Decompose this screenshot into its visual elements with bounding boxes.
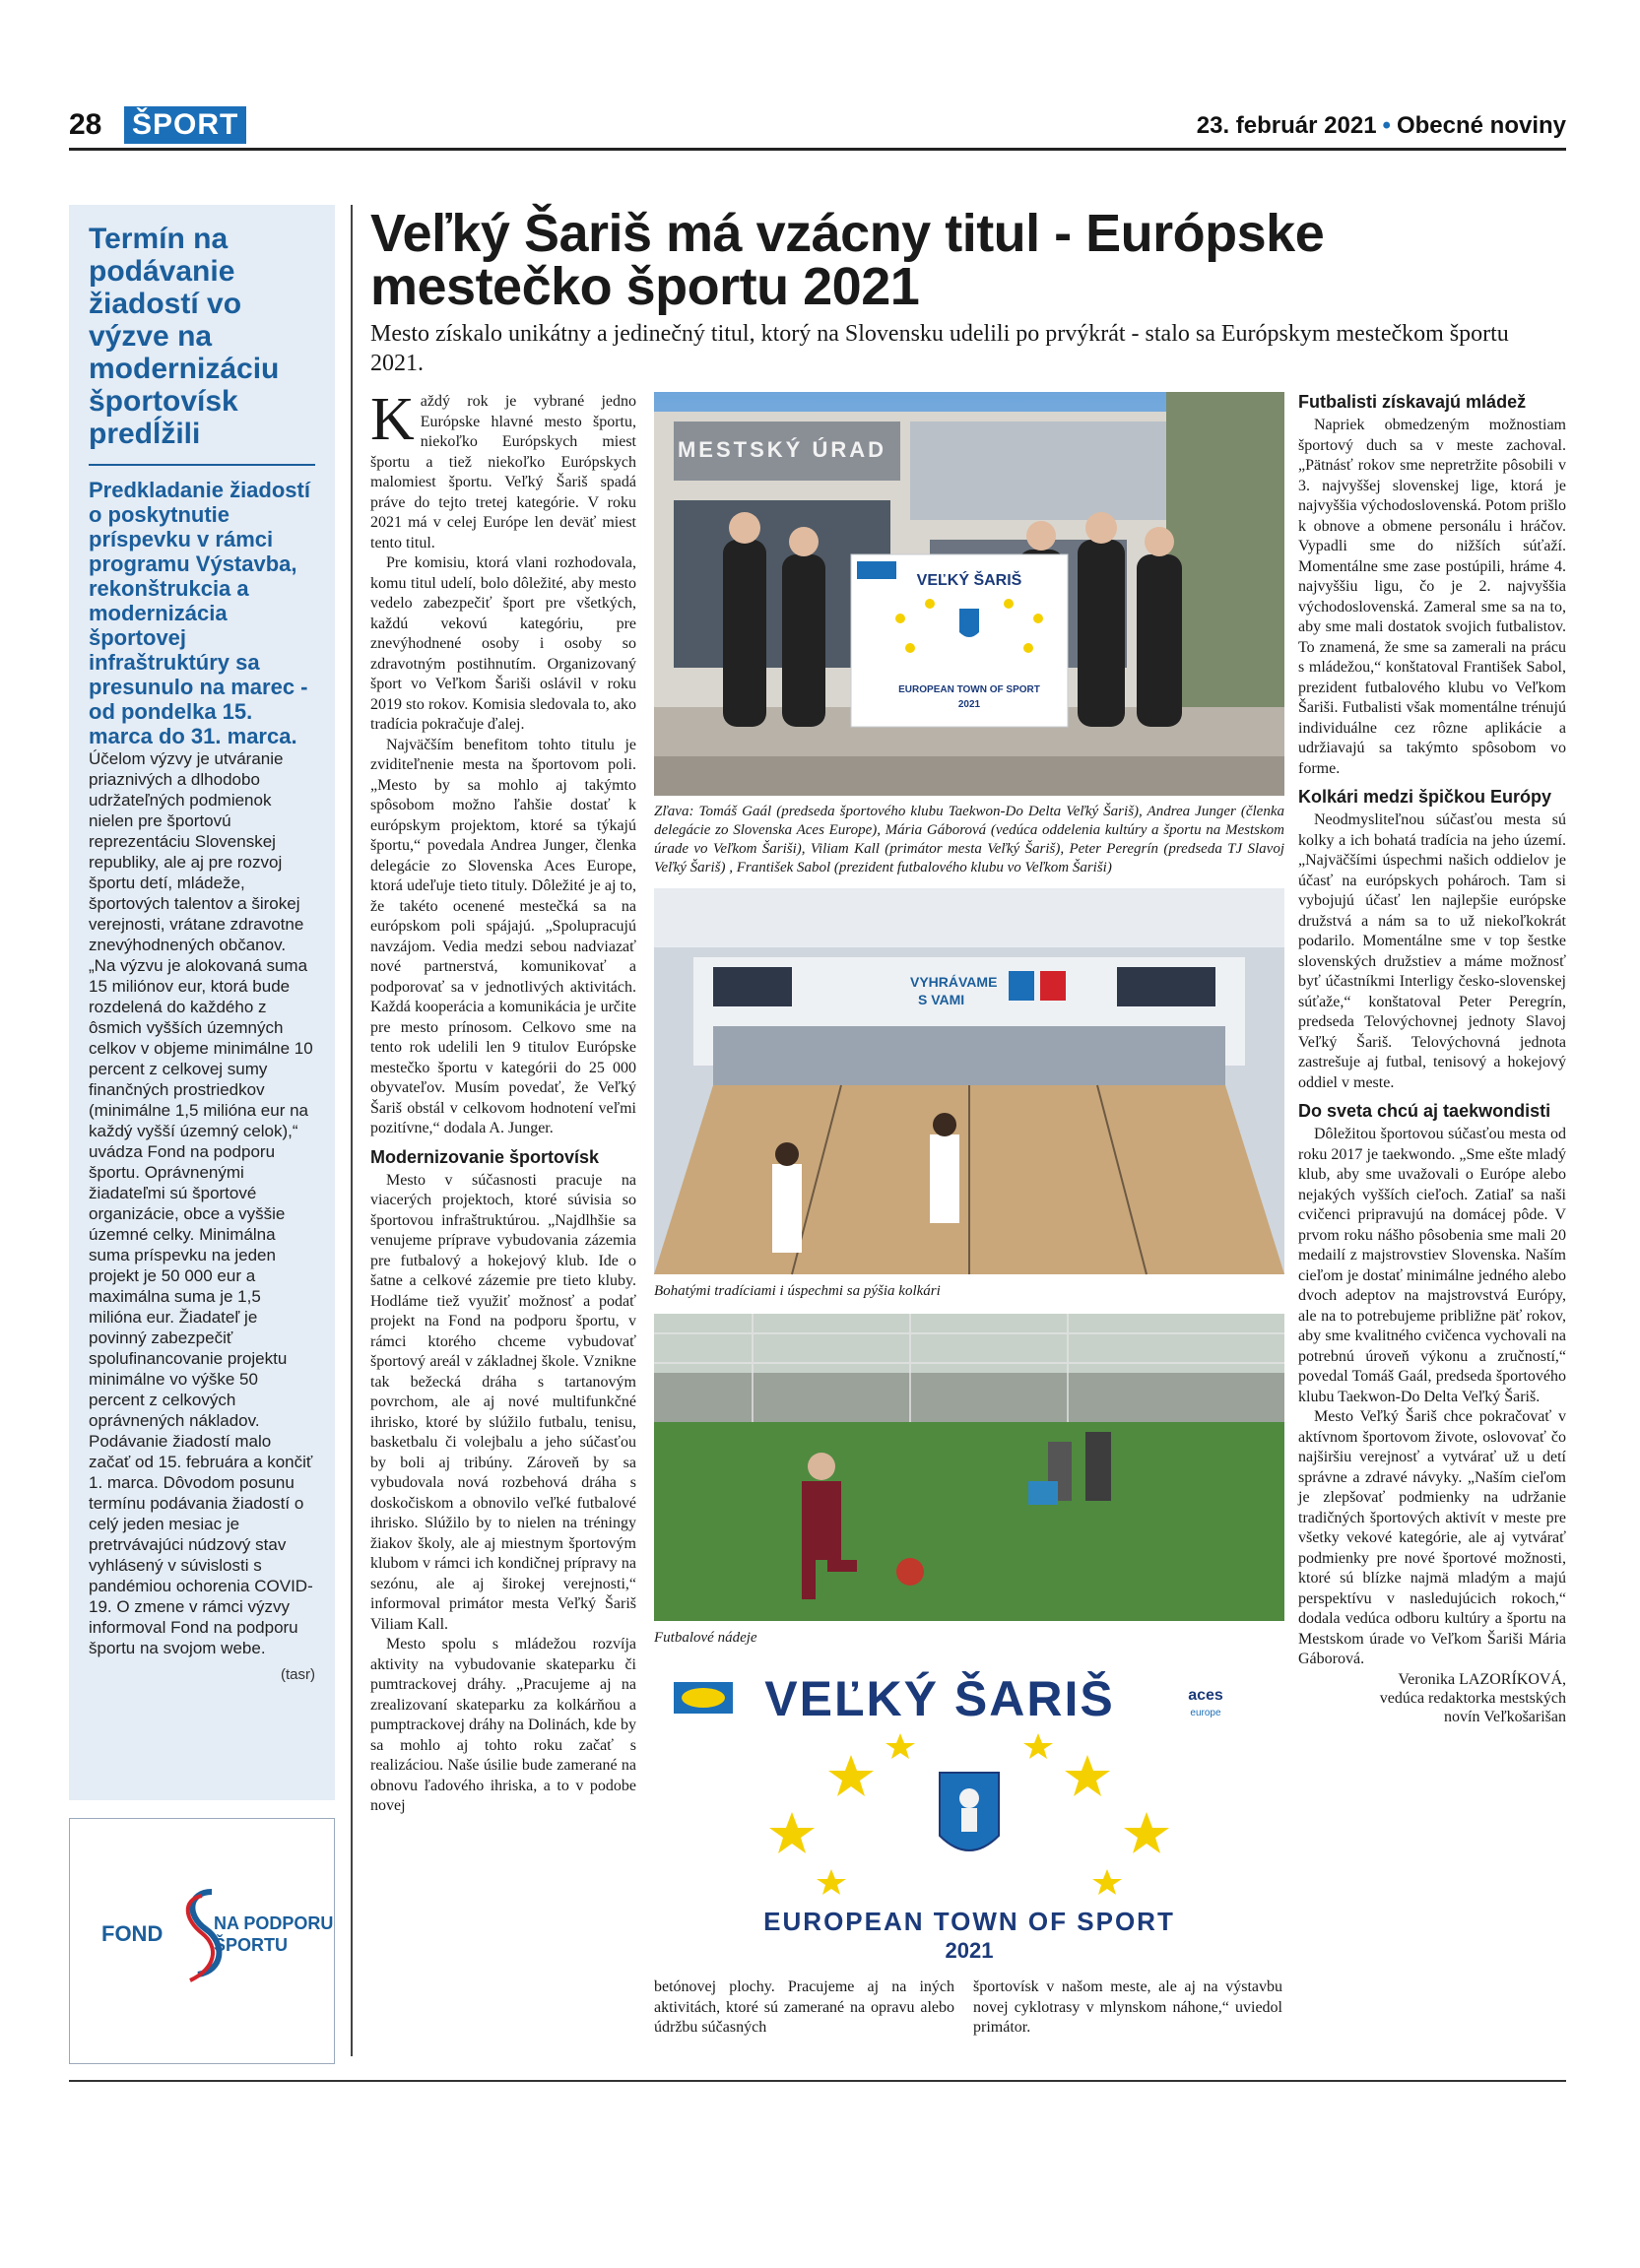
fund-logo-word3: ŠPORTU	[214, 1935, 289, 1955]
photo-town-hall-group	[654, 392, 1284, 796]
page-number: 28	[69, 108, 102, 141]
footer-rule	[69, 2080, 1566, 2082]
subheading-futbalisti: Futbalisti získavajú mládež	[1298, 392, 1527, 412]
header-rule	[69, 148, 1566, 151]
publication-name: Obecné noviny	[1396, 112, 1566, 139]
drop-cap: K	[370, 386, 415, 453]
article-column-1	[370, 386, 636, 2066]
article-paragraph: Najväčším benefitom tohto titulu je zviditeľnenie mesta na športovom poli. „Mesto by sa mohlo aj takýmto spôsobom možno ľahšie dostať k európskym projektom, ktoré sa týkajú športu,“ povedala Andrea Junger, členka delegácie zo Slovenska Aces Europe, ktorá udeľuje tieto tituly. Dôležité je aj to, že takéto ocenené mestečká sa na európskom poli spájajú. „Spolupracujú navzájom. Vedia medzi sebou nadviazať nové partnerstvá, komunikovať a podporovať sa v jednotlivých aktivitách. Každá kooperácia a komunikácia je určite pre mesto prínosom. Celkovo sme na tento rok udelili len 9 titulov Európske mestečko športu v kategórii do 25 000 obyvateľov. Musím povedať, že Veľký Šariš obstál v celkovom hodnotení veľmi pozitívne,“ dodala A. Junger.	[370, 736, 636, 1136]
article-paragraph: Neodmysliteľnou súčasťou mesta sú kolky a ich bohatá tradícia na jeho území. „Najväčšími úspechmi našich oddielov je účasť na európskych pohároch. Tam si vybojujú účasť len najlepšie európske družstvá a nám sa to už niekoľkokrát podarilo. Momentálne sme v top šestke slovenských družstiev a máme možnosť byť účastníkmi Interligy česko-slovenskej súťaže,“ konštatoval Peter Peregrín, predseda Telovýchovnej jednoty Slavoj Veľký Šariš. Telovýchovná jednota zastrešuje aj futbal, tenisový a hokejový oddiel v meste.	[1298, 811, 1566, 1091]
fund-logo-word2: NA PODPORU	[214, 1913, 334, 1933]
banner-title: VEĽKÝ ŠARIŠ	[916, 572, 1022, 589]
logo-title: VEĽKÝ ŠARIŠ	[764, 1671, 1115, 1726]
subheading-kolkari: Kolkári medzi špičkou Európy	[1298, 787, 1552, 807]
article-paragraph: Pre komisiu, ktorá vlani rozhodovala, komu titul udelí, bolo dôležité, aby mesto vedelo zabezpečiť šport pre všetkých, každú vekovú kategóriu, pre znevýhodnené osoby i osoby so zdravotným postihnutím. Organizovaný šport vo Veľkom Šariši oslávil v roku 2019 sto rokov. Komisia sledovala to, ako tradícia pokračuje ďalej.	[370, 554, 636, 733]
author-role: vedúca redaktorka mestských	[1379, 1689, 1566, 1707]
sidebar-divider	[89, 464, 315, 466]
article-column-2-continuation	[654, 1977, 954, 2072]
european-town-of-sport-logo	[654, 1664, 1284, 1970]
author-name: Veronika LAZORÍKOVÁ,	[1398, 1670, 1566, 1688]
article-paragraph: betónovej plochy. Pracujeme aj na iných aktivitách, ktoré sú zamerané na opravu alebo údržbu súčasných	[654, 1978, 954, 2036]
article-paragraph: Dôležitou športovou súčasťou mesta od roku 2017 je taekwondo. „Sme ešte mladý klub, aby sme uvažovali o Európe alebo nejakých vyšších cieľoch. Zatiaľ sa naši cvičenci pripravujú na domácej pôde. V prvom roku nášho pôsobenia sme mali 20 medailí z majstrovstiev Slovenska. Naším cieľom je dostať minimálne jedného alebo dvoch adeptov na majstrovstvá Európy, ale na to potrebujeme približne päť rokov, aby sme kvalitného cvičenca vychovali na potrebnú úroveň výkonu a zručností,“ povedal Tomáš Gaál, predseda športového klubu Taekwon-Do Delta Veľký Šariš.	[1298, 1126, 1566, 1405]
logo-subtitle: EUROPEAN TOWN OF SPORT	[763, 1907, 1175, 1936]
sidebar-box	[69, 205, 335, 1800]
sidebar-body: Účelom výzvy je utváranie priaznivých a dlhodobo udržateľných podmienok nielen pre športovú reprezentáciu Slovenskej republiky, ale aj pre rozvoj športu detí, mládeže, športových talentov a širokej verejnosti, vrátane zdravotne znevýhodnených občanov. „Na výzvu je alokovaná suma 15 miliónov eur, ktorá bude rozdelená do každého z ôsmich vyšších územných celkov v objeme minimálne 10 percent z celkovej sumy finančných prostriedkov (minimálne 1,5 milióna eur na každý vyšší územný celok),“ uvádza Fond na podporu športu. Oprávnenými žiadateľmi sú športové organizácie, obce a vyššie územné celky. Minimálna suma príspevku na jeden projekt je 50 000 eur a maximálna suma je 1,5 milióna eur. Žiadateľ je povinný zabezpečiť spolufinancovanie projektu minimálne vo výške 50 percent z celkových oprávnených nákladov. Podávanie žiadostí malo začať od 15. februára a končiť 1. marca. Dôvodom posunu termínu podávania žiadostí o celý jeden mesiac je pretrvávajúci núdzový stav vyhlásený v súvislosti s pandémiou ochorenia COVID-19. O zmene v rámci výzvy informoval Fond na podporu športu na svojom webe.	[89, 749, 313, 1657]
fund-logo-word1: FOND	[101, 1921, 164, 1946]
article-column-2-continuation-b	[973, 1977, 1282, 2072]
subheading-taekwondisti: Do sveta chcú aj taekwondisti	[1298, 1101, 1551, 1121]
section-label: ŠPORT	[124, 106, 246, 144]
author-publication: novín Veľkošarišan	[1444, 1708, 1566, 1725]
article-paragraph: Napriek obmedzeným možnostiam športový duch sa v meste zachoval. „Pätnásť rokov sme nepretržite pôsobili v 3. najvyššej slovenskej lige, ktorá je najvyššia východoslovenská. Potom prišlo k obnove a obmene personálu i hráčov. Vypadli sme do nižších súťaží. Momentálne sme zase postúpili, hráme 4. najvyššiu ligu, čo je 2. najvyššia východoslovenská. Zameral sme sa na to, aby sme mali dostatok svojich futbalistov. To znamená, že sme sa zamerali na prácu s mládežou,“ konštatoval František Sabol, prezident futbalového klubu vo Veľkom Šariši. Futbalisti však momentálne trénujú individuálne cez rôzne aplikácie a udržiavajú sa takýmto spôsobom vo forme.	[1298, 417, 1566, 777]
article-paragraph: Mesto Veľký Šariš chce pokračovať v aktívnom športovom živote, oslovovať čo najširšiu verejnosť a vytvárať už u detí správne a zdravé návyky. „Naším cieľom je zlepšovať podmienky na udržanie tradičných športových aktivít v meste pre všetky vekové kategórie, ale aj vytvárať podmienky pre nové športové možnosti, ktoré sú blízke najmä mladým a majú perspektívu v nasledujúcich rokoch,“ dodala vedúca odboru kultúry a športu na Mestskom úrade vo Veľkom Šariši Mária Gáborová.	[1298, 1408, 1566, 1667]
aces-logo-word: aces	[1188, 1687, 1223, 1704]
issue-date: 23. február 2021	[1196, 112, 1377, 139]
dateline	[1197, 112, 1566, 140]
article-paragraph: Mesto spolu s mládežou rozvíja aktivity na vybudovanie skateparku či pumtrackovej dráhy. „Pracujeme aj na zrealizovaní skateparku za kolkárňou a pumptrackovej dráhy na Dolinách, kde by sa mohlo aj tohto roku začať s realizáciou. Naše úsilie bude zamerané na obnovu ľadového ihriska, a to v podobe novej	[370, 1636, 636, 1814]
sidebar-signature: (tasr)	[281, 1666, 315, 1683]
sidebar-title: Termín na podávanie žiadostí vo výzve na modernizáciu športovísk predĺžili	[89, 223, 280, 450]
fund-logo-icon	[96, 1886, 334, 1994]
banner-year: 2021	[957, 699, 981, 710]
banner-subtitle: EUROPEAN TOWN OF SPORT	[898, 684, 1040, 695]
photo-youth-football	[654, 1314, 1284, 1621]
bowling-sign-line2: S VAMI	[918, 992, 965, 1007]
page-header	[69, 106, 1566, 146]
sidebar-lead: Predkladanie žiadostí o poskytnutie príspevku v rámci programu Výstavba, rekonštrukcia a modernizácia športovej infraštruktúry sa presunulo na marec - od pondelka 15. marca do 31. marca.	[89, 478, 310, 748]
photo-bowling-alley	[654, 888, 1284, 1274]
article-headline: Veľký Šariš má vzácny titul - Európske mestečko športu 2021	[370, 204, 1325, 316]
article-paragraph	[370, 386, 636, 553]
bowling-sign-line1: VYHRÁVAME	[910, 974, 998, 990]
fund-logo-box	[69, 1818, 335, 2064]
subheading-modernizovanie: Modernizovanie športovísk	[370, 1146, 600, 1167]
article-paragraph: športovísk v našom meste, ale aj na výstavbu novej cyklotrasy v mlynskom náhone,“ uviedol primátor.	[973, 1978, 1282, 2036]
photo-caption-1: Zľava: Tomáš Gaál (predseda športového klubu Taekwon-Do Delta Veľký Šariš), Andrea Junger (členka delegácie zo Slovenska Aces Europe), Mária Gáborová (vedúca oddelenia kultúry a športu na Mestskom úrade vo Veľkom Šariši), Viliam Kall (primátor mesta Veľký Šariš), Peter Peregrín (predseda TJ Slavoj Veľký Šariš) , František Sabol (prezident futbalového klubu vo Veľkom Šariši)	[654, 804, 1284, 875]
photo-caption-2: Bohatými tradíciami i úspechmi sa pýšia kolkári	[654, 1283, 941, 1299]
separator-dot: •	[1382, 112, 1391, 139]
article-paragraph: Mesto v súčasnosti pracuje na viacerých projektoch, ktoré súvisia so športovou infraštruktúrou. „Najdlhšie sa venujeme príprave vybudovania zázemia pre futbalový a hokejový klub. Ide o šatne a celkové zázemie pre tieto kluby. Hodláme tiež využiť možnosť a podať projekt na Fond na podporu športu, v rámci ktorého chceme vybudovať športový areál v základnej škole. Vznikne tak bežecká dráha s tartanovým povrchom, ale aj nové multifunkčné ihrisko, ktoré by slúžilo futbalu, tenisu, basketbalu či volejbalu a jeho súčasťou by boli aj tribúny. Zároveň by sa vybudovala nová rozbehová dráha s doskočiskom a obnovilo veľké futbalové ihrisko. Slúžilo by to nielen na tréningy žiakov školy, ale aj miestnym športovým klubom v rámci ich kondičnej prípravy na sezónu, ale aj širokej verejnosti,“ informoval primátor mesta Veľký Šariš Viliam Kall.	[370, 1171, 636, 1633]
column-divider	[351, 205, 353, 2056]
aces-logo-subword: europe	[1190, 1708, 1221, 1718]
article-deck: Mesto získalo unikátny a jedinečný titul, ktorý na Slovensku udelili po prvýkrát - stalo sa Európskym mestečkom športu 2021.	[370, 321, 1509, 376]
town-hall-sign: MESTSKÝ ÚRAD	[677, 437, 887, 462]
paragraph-text: aždý rok je vybrané jedno Európske hlavné mesto športu, niekoľko Európskych miest športu a tiež niekoľko Európskych malomiest športu. Veľký Šariš spadá práve do tejto tretej kategórie. V roku 2021 má v celej Európe len deväť miest tento titul.	[370, 393, 636, 551]
logo-year: 2021	[945, 1938, 994, 1963]
photo-caption-3: Futbalové nádeje	[654, 1630, 757, 1646]
article-column-3	[1298, 392, 1566, 2066]
